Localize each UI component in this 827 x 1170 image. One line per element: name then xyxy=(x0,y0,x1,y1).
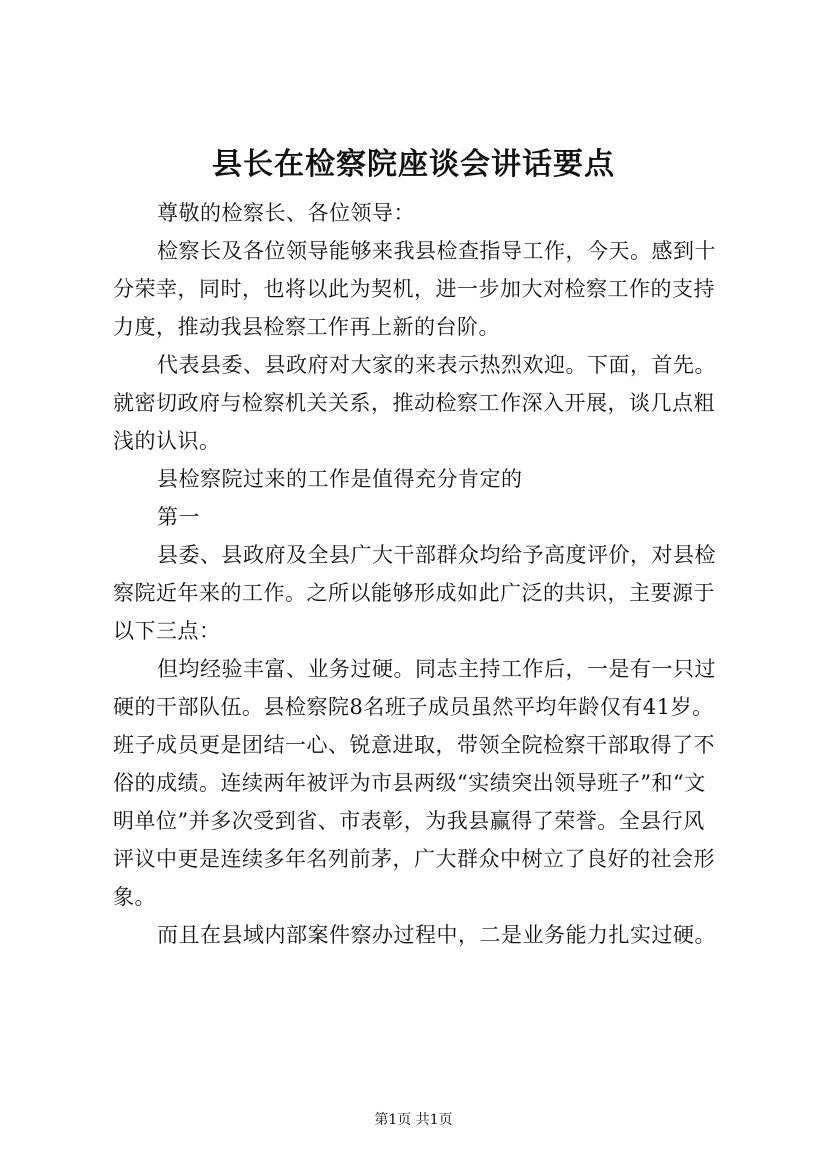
body-line: 以下三点： xyxy=(113,619,221,643)
body-line: 县检察院过来的工作是值得充分肯定的 xyxy=(157,467,523,491)
body-line: 评议中更是连续多年名列前茅，广大群众中树立了良好的社会形 xyxy=(113,847,715,871)
body-line: 察院近年来的工作。之所以能够形成如此广泛的共识，主要源于 xyxy=(113,581,715,605)
body-line: 代表县委、县政府对大家的来表示热烈欢迎。下面，首先。 xyxy=(157,353,716,377)
body-line: 明单位”并多次受到省、市表彰，为我县赢得了荣誉。全县行风 xyxy=(113,809,705,833)
body-line: 象。 xyxy=(113,885,156,909)
document-title: 县长在检察院座谈会讲话要点 xyxy=(212,147,615,182)
body-line: 县委、县政府及全县广大干部群众均给予高度评价，对县检 xyxy=(157,543,716,567)
body-line: 班子成员更是团结一心、锐意进取，带领全院检察干部取得了不 xyxy=(113,733,715,757)
body-line: 就密切政府与检察机关关系，推动检察工作深入开展，谈几点粗 xyxy=(113,391,715,415)
page-footer: 第1页 共1页 xyxy=(374,1112,453,1128)
body-line: 俗的成绩。连续两年被评为市县两级“实绩突出领导班子”和“文 xyxy=(113,771,706,795)
body-line: 力度，推动我县检察工作再上新的台阶。 xyxy=(113,315,500,339)
body-line: 浅的认识。 xyxy=(113,429,221,453)
body-line: 但均经验丰富、业务过硬。同志主持工作后，一是有一只过 xyxy=(157,657,716,681)
body-line: 分荣幸，同时，也将以此为契机，进一步加大对检察工作的支持 xyxy=(113,277,715,301)
body-line: 而且在县域内部案件察办过程中，二是业务能力扎实过硬。 xyxy=(157,923,716,947)
body-line: 第一 xyxy=(157,505,200,529)
body-line: 检察长及各位领导能够来我县检查指导工作，今天。感到十 xyxy=(157,239,716,263)
body-line: 硬的干部队伍。县检察院8名班子成员虽然平均年龄仅有41岁。 xyxy=(113,695,714,719)
document-body xyxy=(113,194,715,954)
body-line: 尊敬的检察长、各位领导： xyxy=(157,201,415,225)
